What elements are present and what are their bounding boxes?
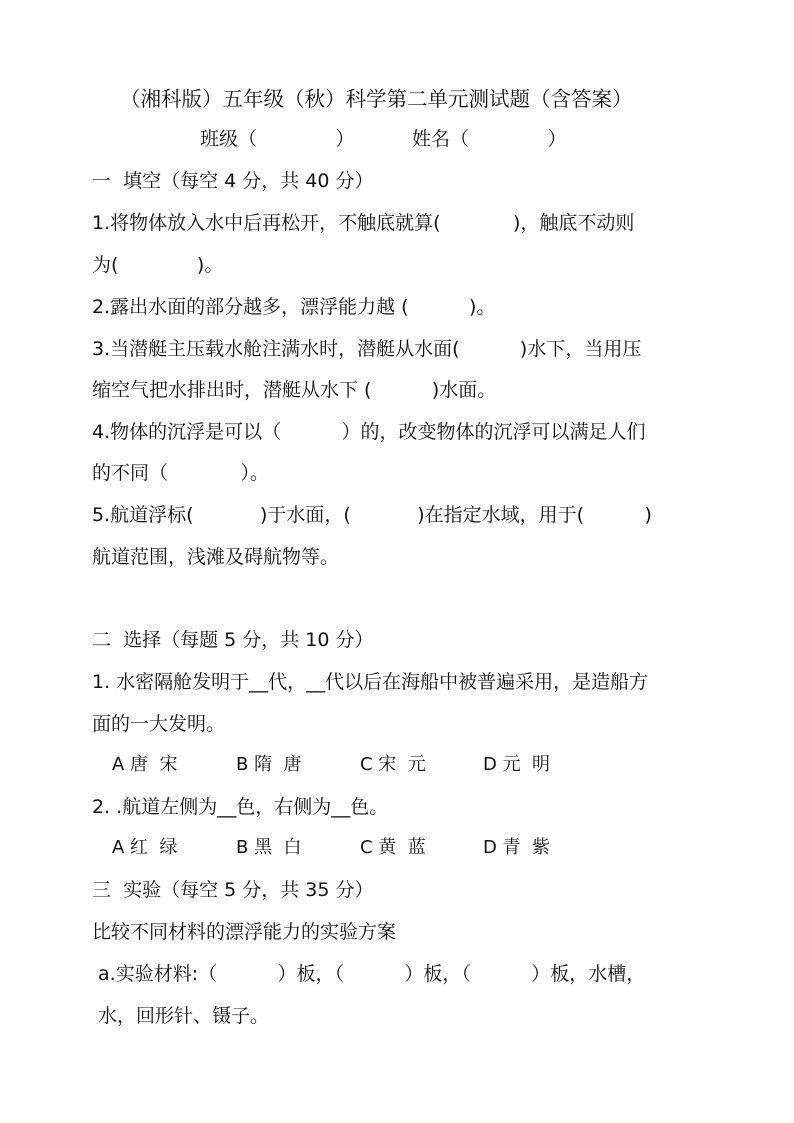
section2-q2-option-c: C 黄 蓝 (360, 837, 426, 858)
page-title: （湘科版）五年级（秋）科学第二单元测试题（含答案） (120, 87, 633, 111)
section1-q5-line1: 5.航道浮标( )于水面，( )在指定水域，用于( ) (92, 504, 652, 526)
section1-q2: 2.露出水面的部分越多，漂浮能力越 ( )。 (92, 296, 496, 318)
section3-a-line1: a.实验材料:（ ）板，（ ）板，（ ）板，水槽， (92, 963, 646, 985)
section2-q2-option-b: B 黑 白 (236, 837, 302, 858)
section1-q3-line2: 缩空气把水排出时，潜艇从水下 ( )水面。 (92, 379, 497, 401)
section2-q1-line1: 1. 水密隔舱发明于__代，__代以后在海船中被普遍采用，是造船方 (92, 671, 649, 693)
section2-q1-option-c: C 宋 元 (360, 754, 426, 775)
section2-q1-line2: 面的一大发明。 (92, 713, 226, 735)
section2-q1-option-a: A 唐 宋 (112, 754, 178, 775)
section1-q4-line2: 的不同（ ）。 (92, 462, 269, 484)
section3-a-line2: 水，回形针、镊子。 (92, 1005, 270, 1027)
section1-q4-line1: 4.物体的沉浮是可以（ ）的，改变物体的沉浮可以满足人们 (92, 421, 646, 443)
section2-heading: 二 选择（每题 5 分，共 10 分） (92, 629, 374, 651)
section2-q1-option-d: D 元 明 (483, 754, 551, 775)
section3-heading: 三 实验（每空 5 分，共 35 分） (92, 879, 374, 901)
section1-q5-line2: 航道范围，浅滩及碍航物等。 (92, 546, 340, 568)
section2-q2: 2. .航道左侧为__色，右侧为__色。 (92, 796, 389, 818)
section1-heading: 一 填空（每空 4 分，共 40 分） (92, 170, 374, 192)
section1-q1-line2: 为( )。 (92, 254, 224, 276)
class-field-label: 班级（ ） (200, 128, 355, 150)
section1-q3-line1: 3.当潜艇主压载水舱注满水时，潜艇从水面( )水下，当用压 (92, 338, 642, 360)
name-field-label: 姓名（ ） (412, 128, 567, 150)
section3-intro: 比较不同材料的漂浮能力的实验方案 (92, 921, 397, 943)
section2-q1-option-b: B 隋 唐 (236, 754, 302, 775)
section2-q2-option-a: A 红 绿 (112, 837, 178, 858)
section1-q1-line1: 1.将物体放入水中后再松开，不触底就算( )，触底不动则 (92, 212, 635, 234)
section2-q2-option-d: D 青 紫 (483, 837, 551, 858)
